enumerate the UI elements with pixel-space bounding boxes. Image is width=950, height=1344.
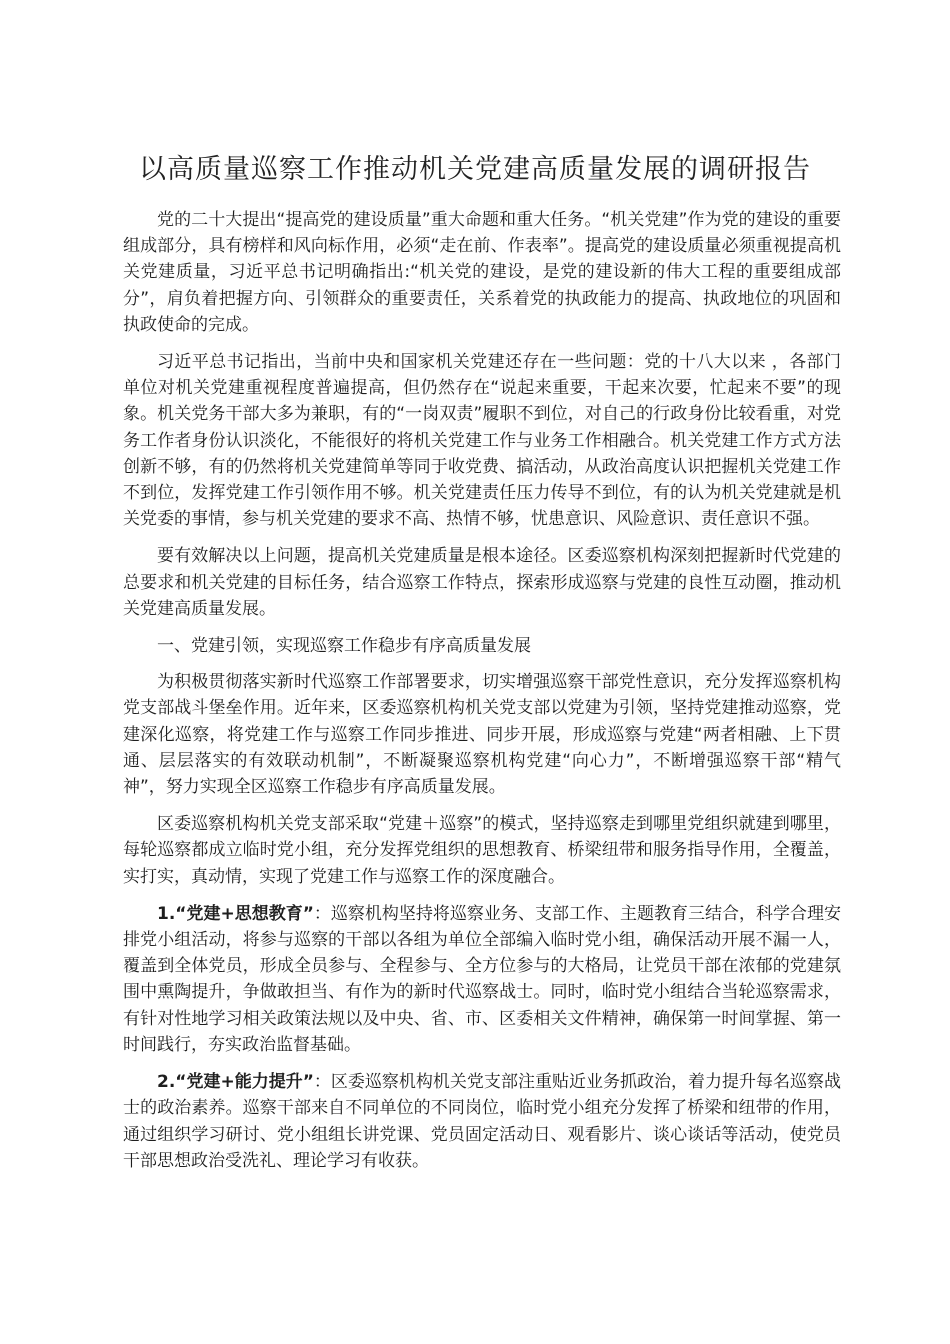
paragraph-problems: 习近平总书记指出，当前中央和国家机关党建还存在一些问题：党的十八大以来 ，各部门单位对机关党建重视程度普遍提高，但仍然存在“说起来重要，干起来次要，忙起来不要”的现象。机关党务干部大多为兼职，有的“一岗双责”履职不到位，对自己的行政身份比较看重，对党务工作者身份认识淡化，不能很好的将机关党建工作与业务工作相融合。机关党建工作方式方法创新不够，有的仍然将机关党建简单等同于收党费、搞活动，从政治高度认识把握机关党建工作不到位，发挥党建工作引领作用不够。机关党建责任压力传导不到位，有的认为机关党建就是机关党委的事情，参与机关党建的要求不高、热情不够，忧患意识、风险意识、责任意识不强。 (123, 352, 841, 530)
item-1-lead: 1.“党建+思想教育” (157, 903, 314, 924)
item-1-text: ：巡察机构坚持将巡察业务、支部工作、主题教育三结合，科学合理安排党小组活动，将参与巡察的干部以各组为单位全部编入临时党小组，确保活动开展不漏一人，覆盖到全体党员，形成全员参与、全程参与、全方位参与的大格局，让党员干部在浓郁的党建氛围中熏陶提升，争做敢担当、有作为的新时代巡察战士。同时，临时党小组结合当轮巡察需求，有针对性地学习相关政策法规以及中央、省、市、区委相关文件精神，确保第一时间掌握、第一时间践行，夯实政治监督基础。 (123, 903, 841, 1055)
paragraph-solution: 要有效解决以上问题，提高机关党建质量是根本途径。区委巡察机构深刻把握新时代党建的总要求和机关党建的目标任务，结合巡察工作特点，探索形成巡察与党建的良性互动圈，推动机关党建高质量发展。 (123, 546, 841, 619)
paragraph-party-guidance: 为积极贯彻落实新时代巡察工作部署要求，切实增强巡察干部党性意识，充分发挥巡察机构党支部战斗堡垒作用。近年来，区委巡察机构机关党支部以党建为引领，坚持党建推动巡察，党建深化巡察，将党建工作与巡察工作同步推进、同步开展，形成巡察与党建“两者相融、上下贯通、层层落实的有效联动机制”，不断凝聚巡察机构党建“向心力”，不断增强巡察干部“精气神”，努力实现全区巡察工作稳步有序高质量发展。 (123, 672, 841, 798)
item-2-text: ：区委巡察机构机关党支部注重贴近业务抓政治，着力提升每名巡察战士的政治素养。巡察干部来自不同单位的不同岗位，临时党小组充分发挥了桥梁和纽带的作用，通过组织学习研讨、党小组组长讲党课、党员固定活动日、观看影片、谈心谈话等活动，使党员干部思想政治受洗礼、理论学习有收获。 (123, 1072, 841, 1171)
item-2-lead: 2.“党建+能力提升” (157, 1072, 314, 1093)
paragraph-party-plus-inspection: 区委巡察机构机关党支部采取“党建＋巡察”的模式，坚持巡察走到哪里党组织就建到哪里，每轮巡察都成立临时党小组，充分发挥党组织的思想教育、桥梁纽带和服务指导作用，全覆盖，实打实，真动情，实现了党建工作与巡察工作的深度融合。 (123, 814, 841, 887)
document-title: 以高质量巡察工作推动机关党建高质量发展的调研报告 (139, 154, 811, 185)
paragraph-intro: 党的二十大提出“提高党的建设质量”重大命题和重大任务。“机关党建”作为党的建设的重要组成部分，具有榜样和风向标作用，必须“走在前、作表率”。提高党的建设质量必须重视提高机关党建质量，习近平总书记明确指出:“机关党的建设，是党的建设新的伟大工程的重要组成部分”，肩负着把握方向、引领群众的重要责任，关系着党的执政能力的提高、执政地位的巩固和执政使命的完成。 (123, 210, 841, 335)
paragraph-item-2 (123, 1069, 841, 1174)
section-heading-1: 一、党建引领，实现巡察工作稳步有序高质量发展 (157, 636, 531, 657)
document-body (123, 207, 841, 1185)
paragraph-item-1 (123, 901, 841, 1058)
